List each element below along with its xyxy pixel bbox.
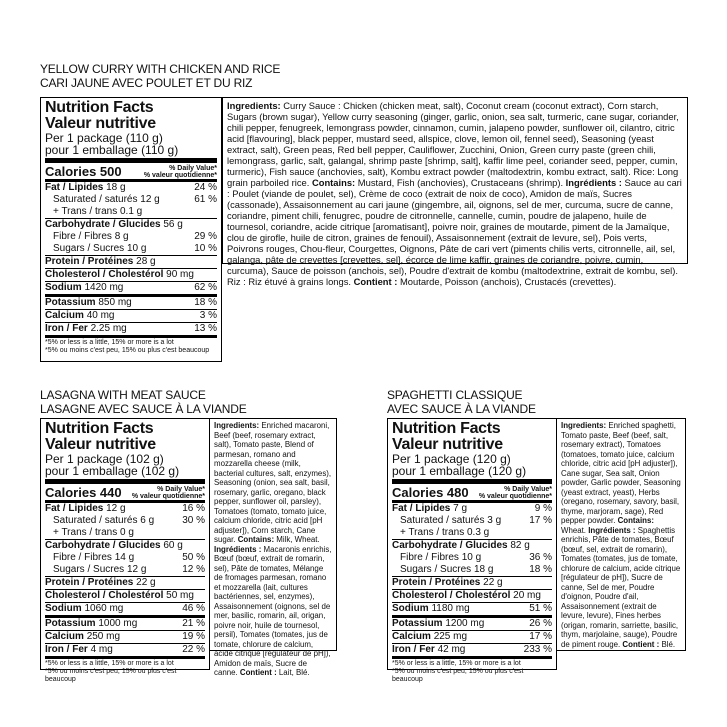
nutrient-row bbox=[392, 539, 552, 552]
footnote-fr: *5% ou moins c'est peu, 15% ou plus c'est beaucoup bbox=[392, 668, 524, 683]
serving-size: Per 1 package (120 g) bbox=[392, 452, 511, 466]
nutrient-row bbox=[45, 231, 217, 243]
serving-size-fr: pour 1 emballage (102 g) bbox=[45, 464, 180, 478]
ingredients-box bbox=[222, 97, 688, 287]
dv-header: % Daily Value* bbox=[157, 486, 205, 493]
nutrient-amount: 1180 mg bbox=[431, 603, 470, 614]
nutrient-amount: 7 g bbox=[453, 503, 468, 514]
nutrient-row bbox=[392, 630, 552, 643]
serving-size: Per 1 package (102 g) bbox=[45, 452, 164, 466]
nutrient-row bbox=[45, 281, 217, 294]
nutrient-amount: 3 g bbox=[487, 515, 502, 526]
nutrient-amount: 8 g bbox=[114, 231, 129, 242]
nutrient-label: Saturated / saturés bbox=[400, 515, 485, 526]
nutrient-row bbox=[392, 602, 552, 615]
nutrient-amount: 56 g bbox=[163, 219, 183, 230]
nutrient-amount: 2.25 mg bbox=[90, 323, 127, 334]
ingredients-label: Contient : bbox=[622, 639, 660, 649]
nutrient-row bbox=[45, 564, 205, 576]
nutrient-dv: 36 % bbox=[529, 552, 552, 563]
nutrient-row bbox=[45, 194, 217, 206]
nutrient-row bbox=[45, 589, 205, 602]
nutrition-facts-panel bbox=[40, 418, 210, 683]
dv-header-fr: % valeur quotidienne* bbox=[131, 493, 205, 500]
nutrient-row bbox=[392, 527, 552, 539]
footnote-en: *5% or less is a little, 15% or more is a lot bbox=[45, 339, 174, 346]
nutrient-label: + Trans / trans bbox=[53, 206, 118, 217]
nutrient-row bbox=[392, 552, 552, 564]
footnote-en: *5% or less is a little, 15% or more is a lot bbox=[45, 660, 174, 667]
nutrient-amount: 18 g bbox=[473, 564, 494, 575]
nutrient-label: Potassium bbox=[45, 297, 96, 308]
calories: Calories 480 bbox=[392, 485, 469, 500]
nutrient-amount: 850 mg bbox=[98, 297, 132, 308]
ingredients-label: Ingredients: bbox=[227, 100, 281, 111]
footnote bbox=[45, 335, 217, 355]
product-title-fr: LASAGNE AVEC SAUCE À LA VIANDE bbox=[40, 402, 247, 416]
nutrient-label: Protein / Protéines bbox=[392, 577, 481, 588]
ingredients-label: Contains: bbox=[311, 177, 356, 188]
nutrient-amount: 18 g bbox=[106, 182, 126, 193]
divider bbox=[45, 158, 217, 163]
nutrient-label: Fibre / Fibres bbox=[53, 231, 112, 242]
nutrient-label: Protein / Protéines bbox=[45, 577, 134, 588]
ingredients-label: Ingredients: bbox=[561, 421, 607, 430]
nutrient-label: Saturated / saturés bbox=[53, 515, 138, 526]
nutrient-amount: 1200 mg bbox=[445, 618, 485, 629]
nutrient-amount: 1000 mg bbox=[98, 618, 138, 629]
nutrient-amount: 20 mg bbox=[513, 590, 541, 601]
ingredients-box bbox=[556, 418, 686, 651]
ingredients-label: Contient : bbox=[353, 276, 398, 287]
nutrient-label: Sugars / Sucres bbox=[400, 564, 472, 575]
nutrient-label: Carbohydrate / Glucides bbox=[45, 219, 161, 230]
nutrient-label: Fibre / Fibres bbox=[53, 552, 112, 563]
nutrient-row bbox=[45, 615, 205, 630]
calories: Calories 440 bbox=[45, 485, 122, 500]
nutrient-label: Potassium bbox=[392, 618, 443, 629]
nutrient-label: Fat / Lipides bbox=[392, 503, 451, 514]
nf-title: Nutrition Facts bbox=[45, 99, 154, 116]
footnote-en: *5% or less is a little, 15% or more is a lot bbox=[392, 660, 521, 667]
nutrient-row bbox=[392, 589, 552, 602]
nutrient-dv: 19 % bbox=[182, 631, 205, 642]
product-title-fr: CARI JAUNE AVEC POULET ET DU RIZ bbox=[40, 76, 253, 90]
nutrient-amount: 0.1 g bbox=[119, 206, 143, 217]
nutrient-dv: 30 % bbox=[182, 515, 205, 526]
nutrient-dv: 26 % bbox=[529, 618, 552, 629]
nutrient-dv: 21 % bbox=[182, 618, 205, 629]
nutrient-label: Saturated / saturés bbox=[53, 194, 138, 205]
nutrient-label: Sodium bbox=[392, 603, 429, 614]
nutrient-label: Calcium bbox=[45, 631, 84, 642]
nutrient-label: Iron / Fer bbox=[392, 644, 435, 655]
nutrient-row bbox=[45, 500, 205, 515]
dv-header: % Daily Value* bbox=[504, 486, 552, 493]
nutrient-dv: 18 % bbox=[194, 297, 217, 308]
divider bbox=[45, 479, 205, 484]
ingredients-label: Contains: bbox=[237, 535, 275, 544]
nutrient-row bbox=[392, 515, 552, 527]
nutrient-row bbox=[45, 255, 217, 268]
nutrient-row bbox=[45, 294, 217, 309]
nutrient-amount: 1420 mg bbox=[84, 282, 124, 293]
nutrient-row bbox=[45, 552, 205, 564]
nutrient-row bbox=[45, 218, 217, 231]
nutrient-dv: 46 % bbox=[182, 603, 205, 614]
nutrient-label: Cholesterol / Cholestérol bbox=[45, 590, 164, 601]
nutrient-label: Sugars / Sucres bbox=[53, 564, 125, 575]
nutrient-amount: 12 g bbox=[106, 503, 126, 514]
nutrient-label: Sugars / Sucres bbox=[53, 243, 125, 254]
product-title-en: LASAGNA WITH MEAT SAUCE bbox=[40, 388, 206, 402]
nutrient-amount: 225 mg bbox=[433, 631, 468, 642]
nutrient-row bbox=[45, 539, 205, 552]
nf-title-fr: Valeur nutritive bbox=[45, 436, 156, 453]
nutrient-label: Sodium bbox=[45, 282, 82, 293]
nutrient-label: Calcium bbox=[392, 631, 431, 642]
nutrient-amount: 4 mg bbox=[90, 644, 113, 655]
serving-size-fr: pour 1 emballage (120 g) bbox=[392, 464, 527, 478]
serving-size-fr: pour 1 emballage (110 g) bbox=[45, 143, 179, 157]
nutrient-label: Potassium bbox=[45, 618, 96, 629]
nutrient-dv: 9 % bbox=[534, 503, 552, 514]
nutrient-label: Cholesterol / Cholestérol bbox=[392, 590, 511, 601]
nutrient-dv: 22 % bbox=[182, 644, 205, 655]
nutrient-amount: 50 mg bbox=[166, 590, 194, 601]
nf-title-fr: Valeur nutritive bbox=[392, 436, 503, 453]
nutrient-dv: 62 % bbox=[194, 282, 217, 293]
nutrient-row bbox=[45, 576, 205, 589]
nutrient-row bbox=[45, 643, 205, 656]
nutrient-amount: 22 g bbox=[483, 577, 503, 588]
nutrient-row bbox=[45, 179, 217, 194]
nutrient-label: Protein / Protéines bbox=[45, 256, 134, 267]
nutrient-amount: 0.3 g bbox=[466, 527, 490, 538]
dv-header-fr: % valeur quotidienne* bbox=[478, 493, 552, 500]
nutrient-label: Fibre / Fibres bbox=[400, 552, 459, 563]
divider bbox=[392, 479, 552, 484]
product-title-en: SPAGHETTI CLASSIQUE bbox=[387, 388, 523, 402]
nutrient-amount: 90 mg bbox=[166, 269, 194, 280]
nf-title: Nutrition Facts bbox=[392, 420, 501, 437]
nutrient-amount: 40 mg bbox=[86, 310, 115, 321]
nutrient-dv: 50 % bbox=[182, 552, 205, 563]
footnote-fr: *5% ou moins c'est peu, 15% ou plus c'est beaucoup bbox=[45, 347, 210, 354]
serving-size: Per 1 package (110 g) bbox=[45, 131, 163, 145]
nutrient-label: Fat / Lipides bbox=[45, 182, 104, 193]
nutrient-dv: 10 % bbox=[194, 243, 217, 254]
nutrient-label: Calcium bbox=[45, 310, 84, 321]
nf-title-fr: Valeur nutritive bbox=[45, 115, 156, 132]
nutrient-amount: 1060 mg bbox=[84, 603, 124, 614]
product-title-fr: AVEC SAUCE À LA VIANDE bbox=[387, 402, 536, 416]
ingredients-label: Ingredients: bbox=[214, 421, 260, 430]
nutrient-amount: 42 mg bbox=[437, 644, 466, 655]
nutrient-amount: 6 g bbox=[140, 515, 155, 526]
nf-title: Nutrition Facts bbox=[45, 420, 154, 437]
nutrient-row bbox=[392, 615, 552, 630]
nutrient-label: Carbohydrate / Glucides bbox=[392, 540, 508, 551]
nutrient-amount: 250 mg bbox=[86, 631, 121, 642]
nutrient-amount: 0 g bbox=[119, 527, 134, 538]
nutrient-dv: 61 % bbox=[194, 194, 217, 205]
nutrient-amount: 82 g bbox=[510, 540, 530, 551]
ingredients-text: Ingredients: Enriched macaroni, Beef (beef, rosemary extract, salt), Tomato paste, Blend of parmesan, romano and mozzarella cheese (milk, bacterial cultures, salt, enzymes), Seasoning (onion, sea salt, basil, rosemary, garlic, oregano, black pepper, sunflower oil, parsley), Tomatoes (tomato, tomato juice, calcium chloride, citric acid [pH adjuster]), Corn starch, Cane sugar. Contains: Milk, Wheat. Ingrédients : Macaronis enrichis, Bœuf (bœuf, extrait de romarin, sel), Pâte de tomates, Mélange de fromages parmesan, romano et mozzarella (lait, cultures bactériennes, sel, enzymes), Assaisonnement (oignons, sel de mer, basilic, romarin, ail, origan, poivre noir, huile de tournesol, persil), Tomates (tomates, jus de tomate, chlorure de calcium, acide citrique [régulateur de pH]), Amidon de maïs, Sucre de canne. Contient : Lait, Blé. bbox=[214, 421, 332, 677]
ingredients-box bbox=[209, 418, 337, 677]
nutrient-dv: 17 % bbox=[529, 515, 552, 526]
nutrient-row bbox=[45, 602, 205, 615]
nutrition-facts-panel bbox=[387, 418, 557, 683]
nutrition-facts-panel bbox=[40, 97, 222, 362]
ingredients-label: Contient : bbox=[239, 668, 277, 677]
ingredients-label: Ingrédients : bbox=[588, 525, 636, 535]
nutrient-row bbox=[45, 309, 217, 322]
nutrient-amount: 12 g bbox=[126, 564, 147, 575]
nutrient-label: Sodium bbox=[45, 603, 82, 614]
ingredients-label: Contains: bbox=[617, 516, 654, 525]
nutrient-label: + Trans / trans bbox=[400, 527, 465, 538]
ingredients-text: Ingredients: Enriched spaghetti, Tomato paste, Beef (beef, salt, rosemary extract), Tomatoes (tomatoes, tomato juice, calcium chloride, citric acid [pH adjuster]), Cane sugar, Sea salt, Onion powder, Garlic powder, Seasoning (yeast extract, yeast), Herbs (oregano, rosemary, savory, basil, thyme, marjoram, sage), Red pepper powder. Contains: Wheat. Ingrédients : Spaghettis enrichis, Pâte de tomates, Bœuf (bœuf, sel, extrait de romarin), Tomates (tomates, jus de tomate, chlorure de calcium, acide citrique [régulateur de pH]), Sucre de canne, Sel de mer, Poudre d'oignon, Poudre d'ail, Assaisonnement (extrait de levure, levure), Fines herbes (origan, romarin, sarriette, basilic, thym, marjolaine, sauge), Poudre de piment rouge. Contient : Blé. bbox=[561, 421, 681, 649]
footnote bbox=[392, 656, 552, 684]
footnote bbox=[45, 656, 205, 684]
nutrient-amount: 10 g bbox=[461, 552, 482, 563]
nutrient-row bbox=[392, 643, 552, 656]
nutrient-amount: 28 g bbox=[136, 256, 156, 267]
ingredients-label: Ingrédients : bbox=[214, 544, 262, 554]
nutrient-dv: 3 % bbox=[199, 310, 217, 321]
nutrient-label: Iron / Fer bbox=[45, 323, 88, 334]
nutrient-amount: 14 g bbox=[114, 552, 135, 563]
nutrient-row bbox=[45, 630, 205, 643]
nutrient-row bbox=[45, 515, 205, 527]
nutrient-label: Carbohydrate / Glucides bbox=[45, 540, 161, 551]
nutrient-amount: 12 g bbox=[140, 194, 160, 205]
nutrient-label: Fat / Lipides bbox=[45, 503, 104, 514]
ingredients-text: Ingredients: Curry Sauce : Chicken (chicken meat, salt), Coconut cream (coconut extract), Corn starch, Sugars (brown sugar), Yellow curry seasoning (ginger, garlic, onion, sea salt, turmeric, cane sugar, coriander, chili pepper, fenugreek, lemongrass powder, cinnamon, cumin, jalapeno powder, sunflower oil, cilantro, citric acid [flavouring], black pepper, mustard seed, allspice, clove, lemon oil, fennel seed), Seasoning (yeast extract, salt), Green peas, Red bell pepper, Cauliflower, Zucchini, Onion, Green curry paste (green chili, lemongrass, garlic, salt, galangal, shrimp paste [shrimp, salt], kaffir lime peel, coriander seed, pepper, cumin, turmeric), Fish sauce (anchovies, salt), Kombu extract powder (maltodextrin, kombu extract, salt). Rice: Long grain parboiled rice. Contains: Mustard, Fish (anchovies), Crustaceans (shrimp). Ingrédients : Sauce au cari : Poulet (viande de poulet, sel), Crème de coco (extrait de noix de coco), Amidon de maïs, Sucres (cassonade), Assaisonnement au cari jaune (gingembre, ail, oignons, sel de mer, curcuma, sucre de canne, coriandre, piment chili, fenugrec, poudre de citronnelle, cannelle, cumin, poudre de jalapeno, huile de tournesol, coriandre, acide citrique [aromatisant], poivre noir, graines de moutarde, piment de la Jamaïque, clou de girofle, huile de citron, graines de fenouil), Assaisonnement (extrait de levure, sel), Pois verts, Poivrons rouges, Chou-fleur, Courgettes, Oignons, Pâte de cari vert (piments chilis verts, citronnelle, ail, sel, galanga, pâte de crevettes [crevettes, sel], écorce de lime kaffir, graines de coriandre, poivre, cumin, curcuma), Sauce de poisson (anchois, sel), Poudre d'extrait de kombu (maltodextrine, extrait de kombu, sel). Riz : Riz étuvé à grains longs. Contient : Moutarde, Poisson (anchois), Crustacés (crevettes). bbox=[227, 100, 682, 287]
nutrient-label: Cholesterol / Cholestérol bbox=[45, 269, 164, 280]
nutrient-dv: 17 % bbox=[529, 631, 552, 642]
nutrient-row bbox=[45, 322, 217, 335]
nutrient-row bbox=[45, 268, 217, 281]
footnote-fr: *5% ou moins c'est peu, 15% ou plus c'est beaucoup bbox=[45, 668, 177, 683]
nutrient-dv: 29 % bbox=[194, 231, 217, 242]
nutrient-amount: 10 g bbox=[126, 243, 147, 254]
nutrient-label: + Trans / trans bbox=[53, 527, 118, 538]
nutrient-row bbox=[392, 576, 552, 589]
nutrient-row bbox=[45, 527, 205, 539]
nutrient-dv: 24 % bbox=[194, 182, 217, 193]
dv-header-fr: % valeur quotidienne* bbox=[143, 172, 217, 179]
nutrient-dv: 12 % bbox=[182, 564, 205, 575]
calories: Calories 500 bbox=[45, 164, 122, 179]
nutrient-row bbox=[392, 564, 552, 576]
nutrient-dv: 18 % bbox=[529, 564, 552, 575]
nutrient-label: Iron / Fer bbox=[45, 644, 88, 655]
nutrient-row bbox=[45, 206, 217, 218]
nutrient-amount: 22 g bbox=[136, 577, 156, 588]
nutrient-dv: 51 % bbox=[529, 603, 552, 614]
nutrient-dv: 16 % bbox=[182, 503, 205, 514]
nutrient-row bbox=[392, 500, 552, 515]
nutrient-row bbox=[45, 243, 217, 255]
nutrient-dv: 233 % bbox=[523, 644, 552, 655]
dv-header: % Daily Value* bbox=[169, 165, 217, 172]
nutrient-amount: 60 g bbox=[163, 540, 183, 551]
nutrient-dv: 13 % bbox=[194, 323, 217, 334]
ingredients-label: Ingrédients : bbox=[565, 177, 622, 188]
product-title-en: YELLOW CURRY WITH CHICKEN AND RICE bbox=[40, 62, 281, 76]
